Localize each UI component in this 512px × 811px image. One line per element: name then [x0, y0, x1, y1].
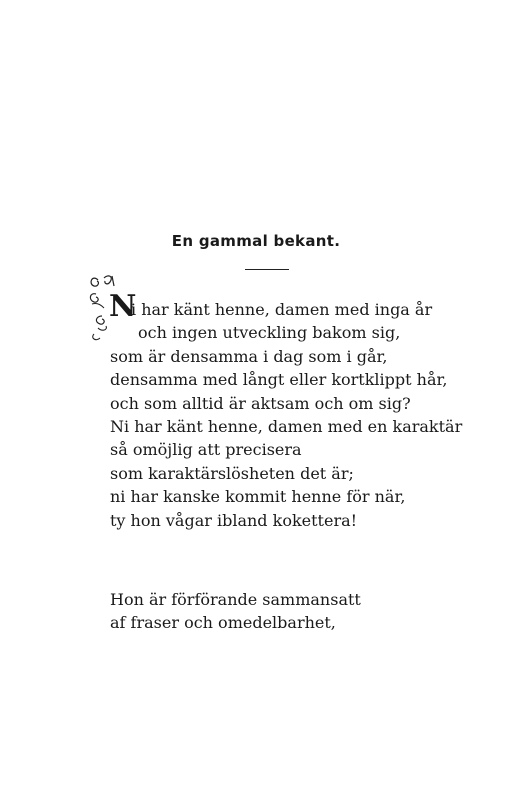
poem-line: af fraser och omedelbarhet, [110, 613, 336, 633]
poem-line: i har känt henne, damen med inga år [131, 300, 433, 319]
poem-line: densamma med långt eller kortklippt hår, [110, 370, 448, 390]
poem-line: Ni har känt henne, damen med en karaktär [110, 417, 463, 437]
poem-line: och som alltid är aktsam och om sig? [110, 393, 411, 413]
poem-line: som karaktärslösheten det är; [110, 463, 354, 483]
poem-line: Hon är förförande sammansatt [110, 590, 361, 609]
poem-line: ty hon vågar ibland kokettera! [110, 510, 358, 530]
poem-line: ni har kanske kommit henne för när, [110, 487, 406, 507]
drop-cap-letter: N [109, 289, 137, 324]
title-rule-divider [245, 269, 289, 270]
poem-stanza-1 [110, 298, 462, 532]
poem-line: som är densamma i dag som i går, [110, 346, 388, 366]
poem-line: så omöjlig att precisera [110, 440, 302, 460]
poem-line: och ingen utveckling bakom sig, [138, 323, 401, 343]
poem-stanza-2 [110, 588, 361, 635]
poem-title: En gammal bekant. [171, 232, 341, 250]
